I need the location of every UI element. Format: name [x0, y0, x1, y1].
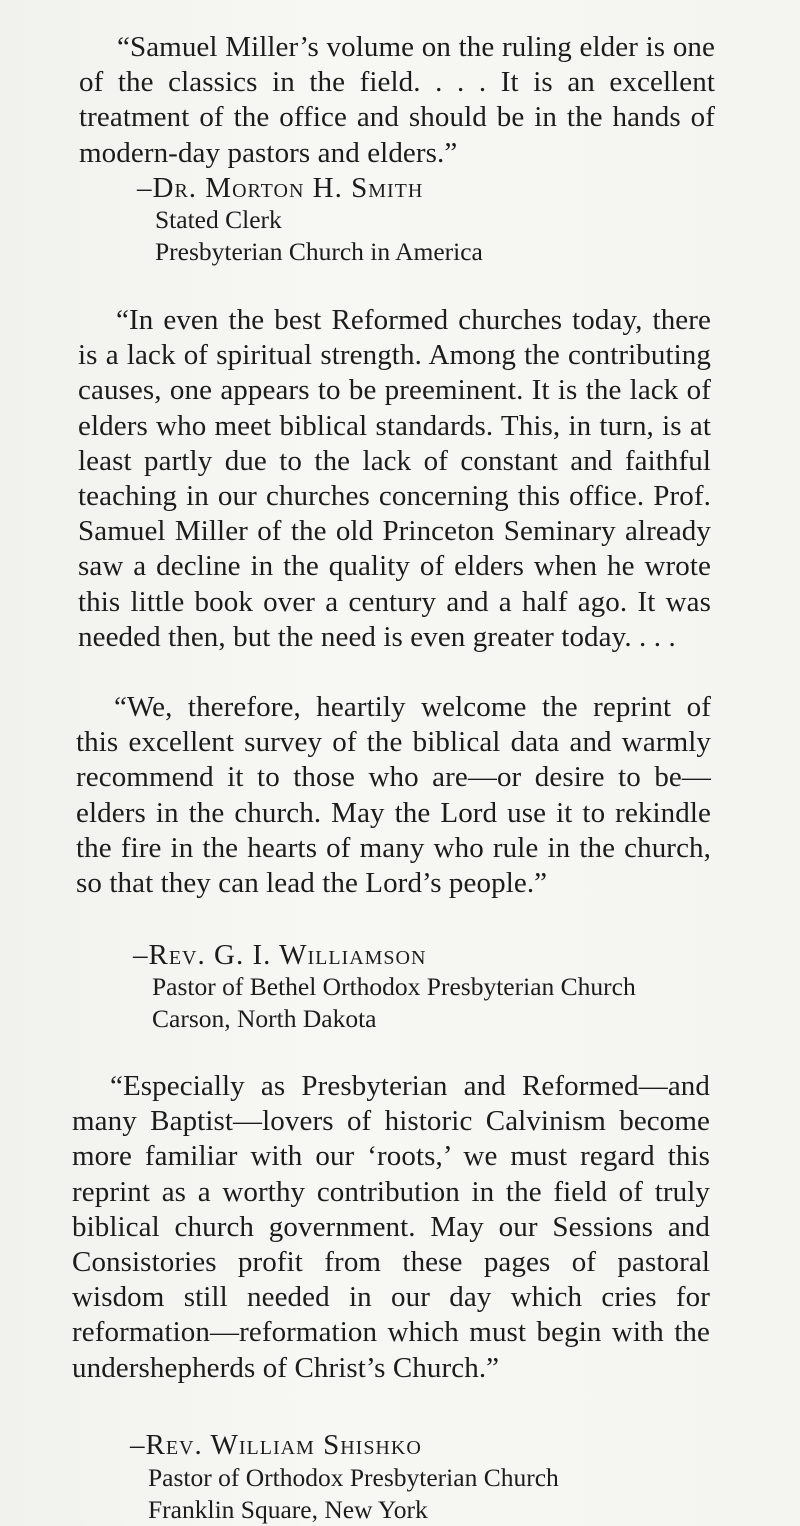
- testimonial-3-location: Franklin Square, New York: [148, 1495, 428, 1524]
- testimonial-1-organization: Presbyterian Church in America: [155, 237, 483, 266]
- testimonial-1-quote: “Samuel Miller’s volume on the ruling elder is one of the classics in the field. . . . It is an excellent treatment of the office and should be in the hands of modern-day pastors and elders.”: [79, 31, 715, 169]
- testimonial-1-author: –Dr. Morton H. Smith: [137, 172, 424, 204]
- testimonial-1-title: Stated Clerk: [155, 205, 282, 234]
- testimonial-2-author: –Rev. G. I. Williamson: [133, 939, 427, 971]
- testimonial-3-quote: “Especially as Presbyterian and Reformed—and many Baptist—lovers of historic Calvinism become more familiar with our ‘roots,’ we must regard this reprint as a worthy contribution in the field of truly biblical church government. May our Sessions and Consistories profit from these pages of pastoral wisdom still needed in our day which cries for reformation—reformation which must begin with the undershepherds of Christ’s Church.”: [72, 1070, 710, 1384]
- testimonial-2-quote-part-2: “We, therefore, heartily welcome the reprint of this excellent survey of the biblical data and warmly recommend it to those who are—or desire to be—elders in the church. May the Lord use it to rekindle the fire in the hearts of many who rule in the church, so that they can lead the Lord’s people.”: [76, 691, 711, 900]
- testimonial-3-author: –Rev. William Shishko: [130, 1429, 422, 1461]
- testimonial-2-location: Carson, North Dakota: [152, 1004, 377, 1033]
- testimonial-3-title: Pastor of Orthodox Presbyterian Church: [148, 1463, 559, 1492]
- testimonial-2-title: Pastor of Bethel Orthodox Presbyterian Church: [152, 972, 636, 1001]
- testimonial-2-quote-part-1: “In even the best Reformed churches today, there is a lack of spiritual strength. Among the contributing causes, one appears to be preeminent. It is the lack of elders who meet biblical standards. This, in turn, is at least partly due to the lack of constant and faithful teaching in our churches concerning this office. Prof. Samuel Miller of the old Princeton Seminary already saw a decline in the quality of elders when he wrote this little book over a century and a half ago. It was needed then, but the need is even greater today. . . .: [78, 304, 711, 653]
